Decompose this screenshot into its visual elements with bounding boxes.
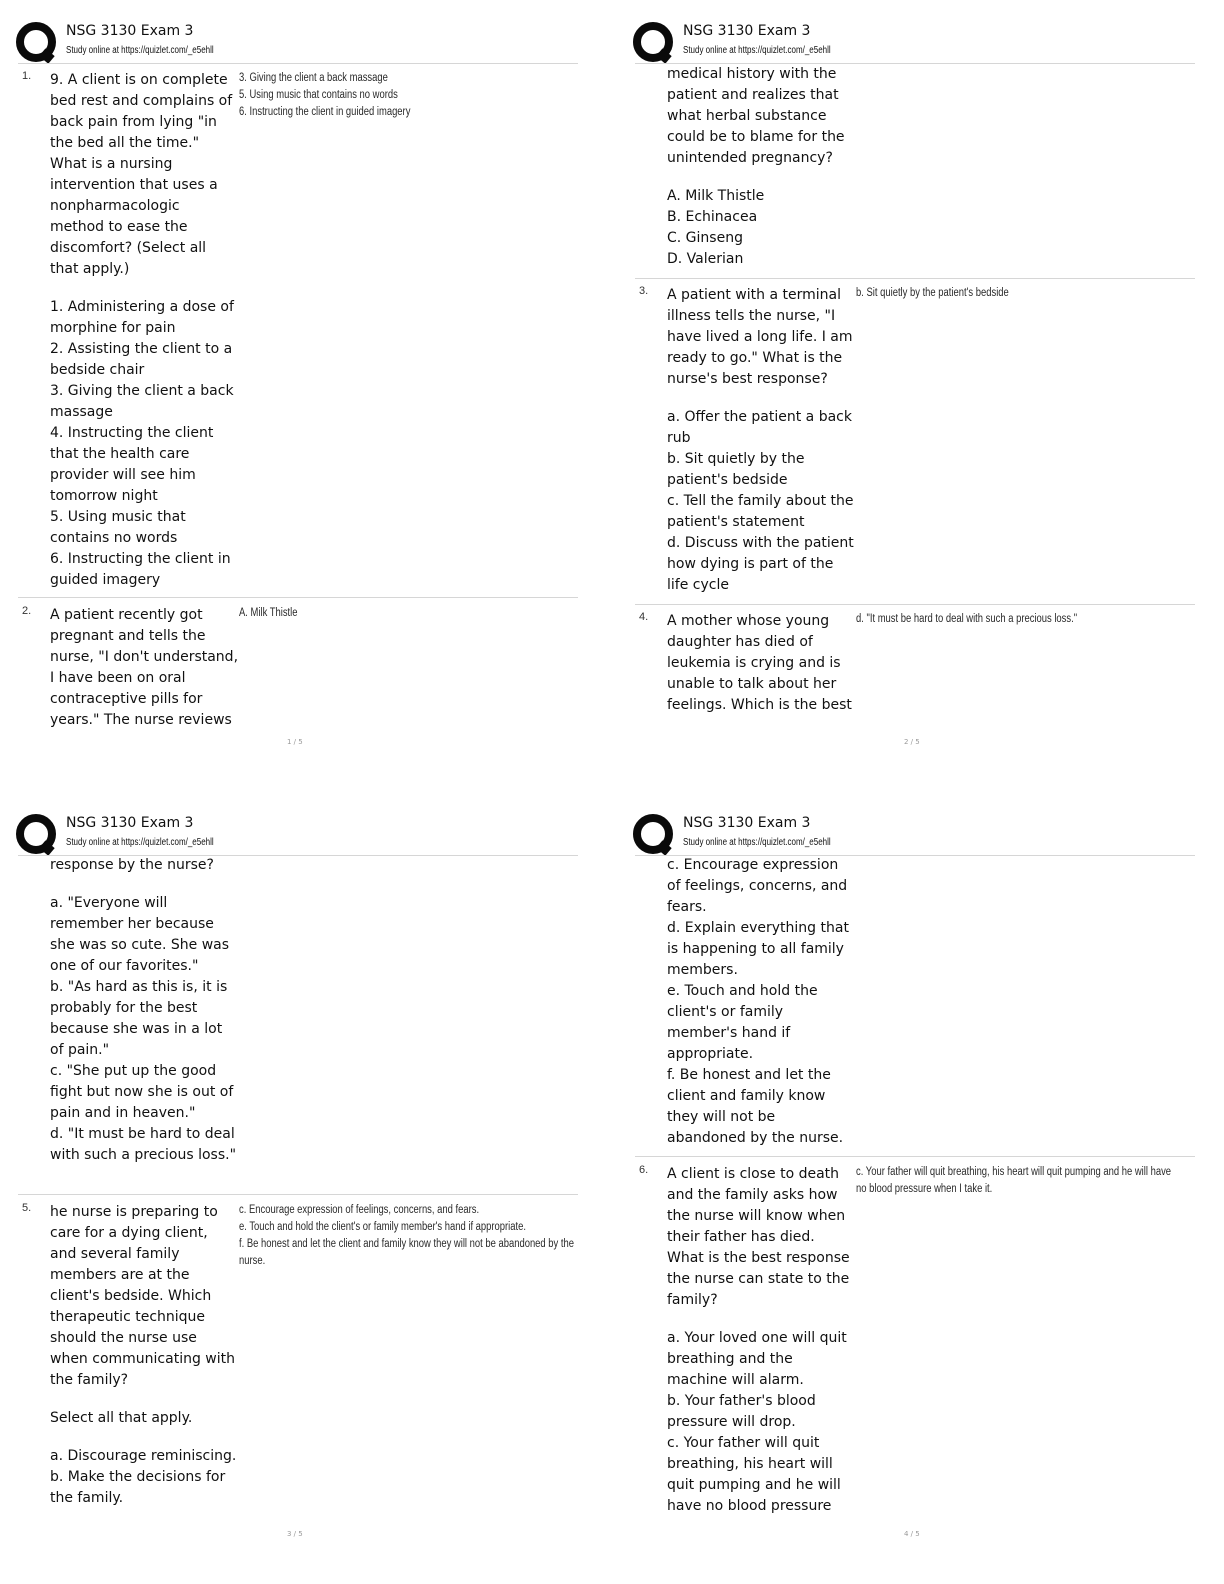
question-options: c. Encourage expression of feelings, concerns, and fears. d. Explain everything that is happening to all family members. e. Touch and hold the client's or family member's hand if appropriate. f. Be honest and let the client and family know they will not be abandoned by the nurse. [667, 857, 849, 1146]
card-number: 1. [22, 70, 32, 82]
doc-title: NSG 3130 Exam 3 [683, 23, 811, 39]
page-4 [617, 792, 1207, 1572]
quizlet-logo-icon [16, 22, 58, 64]
card-answer [856, 611, 1192, 628]
answer-line: 3. Giving the client a back massage [239, 72, 388, 84]
card-number: 4. [639, 611, 649, 623]
study-link[interactable]: Study online at https://quizlet.com/_e5ehll [66, 837, 214, 848]
card-number: 6. [639, 1164, 649, 1176]
card-answer [239, 1202, 583, 1270]
question-options: a. Discourage reminiscing. b. Make the decisions for the family. [50, 1448, 237, 1506]
answer-line: c. Encourage expression of feelings, concerns, and fears. [239, 1204, 480, 1216]
card-number: 2. [22, 605, 32, 617]
answer-line: c. Your father will quit breathing, his heart will quit pumping and he will have no blood pressure when I take it. [856, 1166, 1172, 1195]
card-question [667, 855, 855, 1149]
quizlet-logo-icon [633, 22, 675, 64]
study-link[interactable]: Study online at https://quizlet.com/_e5ehll [683, 45, 831, 56]
doc-title: NSG 3130 Exam 3 [66, 815, 194, 831]
page-3 [0, 792, 590, 1572]
card-question [50, 605, 238, 731]
question-options: a. Offer the patient a back rub b. Sit quietly by the patient's bedside c. Tell the family about the patient's statement d. Discuss with the patient how dying is part of the life cycle [667, 409, 854, 593]
question-options: a. "Everyone will remember her because she was so cute. She was one of our favorites." b. "As hard as this is, it is probably for the best because she was in a lot of pain." c. "She put up the good fight but now she is out of pain and in heaven." d. "It must be hard to deal with such a precious loss." [50, 895, 237, 1163]
study-link[interactable]: Study online at https://quizlet.com/_e5ehll [66, 45, 214, 56]
card-number: 5. [22, 1202, 32, 1214]
question-text: response by the nurse? [50, 857, 214, 873]
card-answer [856, 1164, 1184, 1198]
card-question [50, 70, 238, 591]
question-options: A. Milk Thistle B. Echinacea C. Ginseng D. Valerian [667, 188, 765, 267]
card-question [667, 64, 855, 270]
page-number: 4 / 5 [904, 1530, 920, 1538]
card-question [667, 1164, 855, 1517]
question-text: A patient with a terminal illness tells the nurse, "I have lived a long life. I am ready to go." What is the nurse's best response? [667, 287, 853, 387]
question-options: a. Your loved one will quit breathing and the machine will alarm. b. Your father's blood pressure will drop. c. Your father will quit breathing, his heart will quit pumping and he will have no blood pressure [667, 1330, 847, 1514]
question-text: medical history with the patient and realizes that what herbal substance could be to blame for the unintended pregnancy? [667, 66, 845, 166]
card-divider [635, 278, 1195, 279]
study-link[interactable]: Study online at https://quizlet.com/_e5ehll [683, 837, 831, 848]
question-options: 1. Administering a dose of morphine for pain 2. Assisting the client to a bedside chair 3. Giving the client a back massage 4. Instructing the client that the health care provider will see him tomorrow night 5. Using music that contains no words 6. Instructing the client in guided imagery [50, 299, 234, 588]
question-text: A mother whose young daughter has died of leukemia is crying and is unable to talk about her feelings. Which is the best [667, 613, 852, 713]
card-answer [856, 285, 1192, 302]
card-answer [239, 70, 575, 121]
doc-title: NSG 3130 Exam 3 [66, 23, 194, 39]
question-instruction: Select all that apply. [50, 1410, 193, 1426]
answer-line: f. Be honest and let the client and family know they will not be abandoned by the nurse. [239, 1238, 574, 1267]
question-text: he nurse is preparing to care for a dying client, and several family members are at the client's bedside. Which therapeutic technique should the nurse use when communicating with the family? [50, 1204, 236, 1388]
card-question [50, 855, 238, 1166]
question-text: 9. A client is on complete bed rest and complains of back pain from lying "in the bed all the time." What is a nursing intervention that uses a nonpharmacologic method to ease the discomfort? (Select all that apply.) [50, 72, 233, 277]
page-1 [0, 0, 590, 780]
card-question [50, 1202, 238, 1509]
question-text: A patient recently got pregnant and tells the nurse, "I don't understand, I have been on oral contraceptive pills for years." The nurse reviews [50, 607, 239, 728]
card-question [667, 285, 855, 596]
card-number: 3. [639, 285, 649, 297]
answer-line: 5. Using music that contains no words [239, 89, 398, 101]
page-number: 2 / 5 [904, 738, 920, 746]
page-number: 3 / 5 [287, 1530, 303, 1538]
quizlet-logo-icon [633, 814, 675, 856]
page-number: 1 / 5 [287, 738, 303, 746]
page-2 [617, 0, 1207, 780]
answer-line: 6. Instructing the client in guided imagery [239, 106, 411, 118]
card-question [667, 611, 855, 716]
answer-line: A. Milk Thistle [239, 607, 298, 619]
answer-line: b. Sit quietly by the patient's bedside [856, 287, 1009, 299]
card-answer [239, 605, 575, 622]
doc-title: NSG 3130 Exam 3 [683, 815, 811, 831]
header-divider [18, 63, 578, 64]
question-text: A client is close to death and the family asks how the nurse will know when their father has died. What is the best response the nurse can state to the family? [667, 1166, 850, 1308]
answer-line: d. "It must be hard to deal with such a precious loss." [856, 613, 1078, 625]
answer-line: e. Touch and hold the client's or family member's hand if appropriate. [239, 1221, 527, 1233]
card-divider [635, 604, 1195, 605]
quizlet-logo-icon [16, 814, 58, 856]
card-divider [18, 1194, 578, 1195]
card-divider [635, 1156, 1195, 1157]
card-divider [18, 597, 578, 598]
